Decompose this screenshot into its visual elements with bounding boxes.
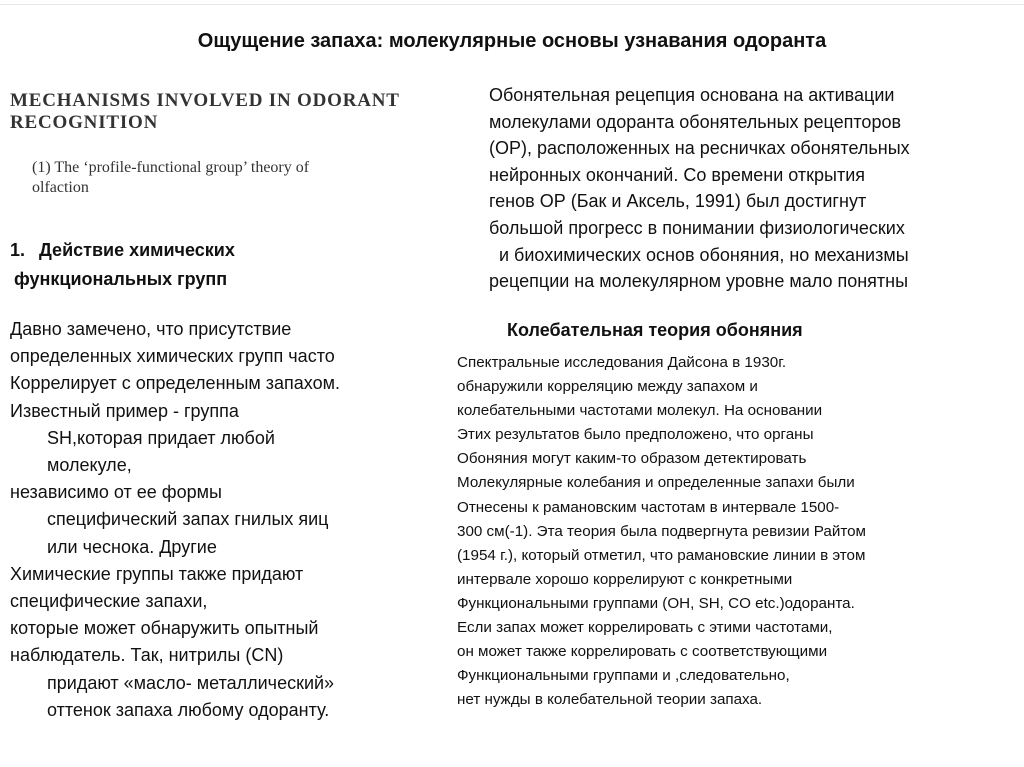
text-line: (ОР), расположенных на ресничках обонятельных bbox=[489, 138, 910, 159]
scanned-title-line: MECHANISMS INVOLVED IN ODORANT bbox=[10, 90, 400, 111]
text-line: Известный пример - группа bbox=[10, 400, 239, 421]
scanned-title-line: RECOGNITION bbox=[10, 112, 159, 133]
text-line: генов ОР (Бак и Аксель, 1991) был достигнут bbox=[489, 191, 867, 212]
text-line: Молекулярные колебания и определенные запахи были bbox=[457, 474, 855, 492]
text-line: молекуле, bbox=[47, 455, 132, 476]
text-line: наблюдатель. Так, нитрилы (CN) bbox=[10, 645, 284, 666]
text-line: Спектральные исследования Дайсона в 1930г. bbox=[457, 354, 787, 371]
text-line: рецепции на молекулярном уровне мало понятны bbox=[489, 271, 909, 292]
text-line: он может также коррелировать с соответствующими bbox=[457, 643, 828, 661]
text-line: колебательными частотами молекул. На основании bbox=[457, 402, 823, 420]
scanned-english-subtitle bbox=[32, 158, 472, 198]
section-number: 1. bbox=[10, 240, 26, 260]
section-heading-line: Действие химических bbox=[39, 240, 235, 260]
text-line: специфические запахи, bbox=[10, 591, 208, 612]
text-line: 300 см(-1). Эта теория была подвергнута ревизии Райтом bbox=[457, 522, 867, 540]
text-line: нет нужды в колебательной теории запаха. bbox=[457, 691, 763, 709]
text-line: SH,которая придает любой bbox=[47, 427, 275, 448]
text-line: Если запах может коррелировать с этими частотами, bbox=[457, 619, 833, 637]
slide-title: Ощущение запаха: молекулярные основы узнавания одоранта bbox=[197, 30, 827, 52]
text-line: Обонятельная рецепция основана на активации bbox=[489, 85, 895, 105]
text-line: независимо от ее формы bbox=[10, 482, 222, 503]
text-line: специфический запах гнилых яиц bbox=[47, 509, 329, 530]
text-line: Обоняния могут каким-то образом детектировать bbox=[457, 450, 807, 468]
text-line: Отнесены к рамановским частотам в интервале 1500- bbox=[457, 498, 840, 516]
text-line: и биохимических основ обоняния, но механизмы bbox=[499, 244, 909, 265]
text-line: молекулами одоранта обонятельных рецепторов bbox=[489, 111, 902, 132]
text-line: оттенок запаха любому одоранту. bbox=[47, 699, 330, 720]
vibration-theory-text bbox=[457, 351, 1017, 712]
text-line: Химические группы также придают bbox=[10, 563, 304, 584]
scanned-subtitle-line: olfaction bbox=[32, 179, 89, 196]
text-line: Коррелирует с определенным запахом. bbox=[10, 373, 340, 394]
text-line: нейронных окончаний. Со времени открытия bbox=[489, 164, 866, 185]
text-line: обнаружили корреляцию между запахом и bbox=[457, 378, 758, 396]
vibration-theory-heading: Колебательная теория обоняния bbox=[507, 320, 803, 340]
text-line: большой прогресс в понимании физиологических bbox=[489, 217, 905, 238]
scanned-english-title bbox=[10, 90, 475, 134]
section-heading-line: функциональных групп bbox=[14, 269, 228, 289]
text-line: (1954 г.), который отметил, что рамановские линии в этом bbox=[457, 546, 866, 564]
text-line: Функциональными группами и ,следовательно, bbox=[457, 667, 790, 685]
section-1-heading bbox=[10, 236, 440, 294]
text-line: Давно замечено, что присутствие bbox=[10, 319, 292, 339]
scanned-subtitle-line: (1) The ‘profile-functional group’ theory of bbox=[32, 159, 310, 176]
text-line: интервале хорошо коррелируют с конкретными bbox=[457, 570, 793, 588]
text-line: придают «масло- металлический» bbox=[47, 672, 335, 693]
olfactory-reception-intro bbox=[489, 82, 1024, 295]
text-line: которые может обнаружить опытный bbox=[10, 618, 319, 639]
functional-groups-text bbox=[10, 316, 460, 724]
top-divider bbox=[0, 4, 1024, 5]
text-line: Этих результатов было предположено, что органы bbox=[457, 426, 814, 444]
text-line: Функциональными группами (OH, SH, CO etc.)одоранта. bbox=[457, 594, 855, 612]
text-line: определенных химических групп часто bbox=[10, 346, 335, 367]
text-line: или чеснока. Другие bbox=[47, 536, 217, 557]
